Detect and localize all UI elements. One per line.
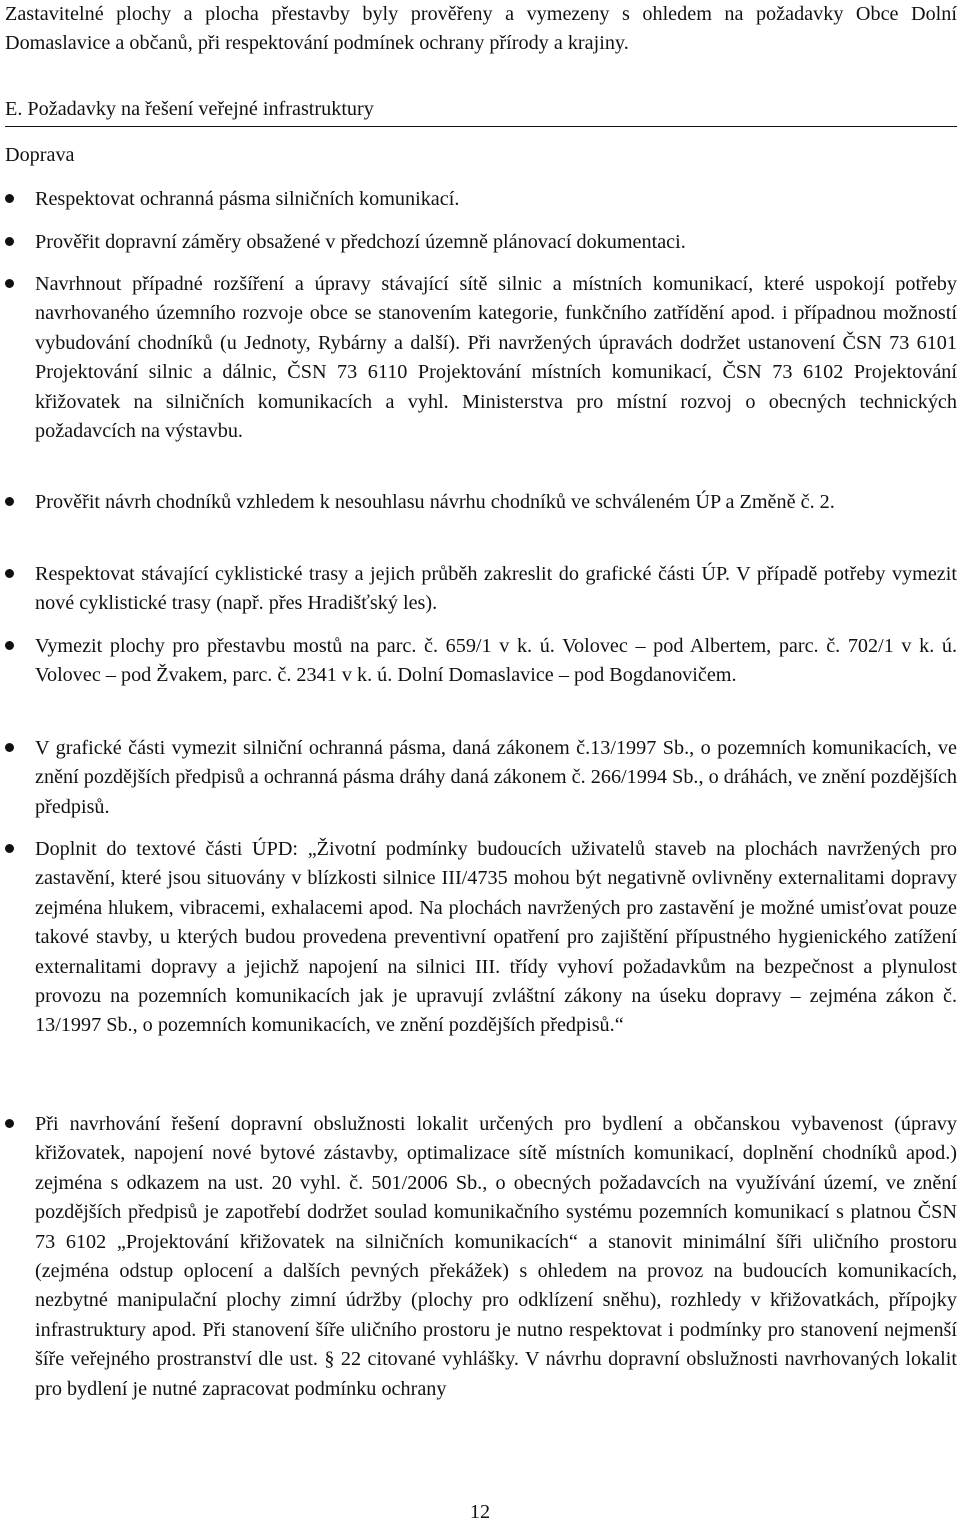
bullet-dot-icon xyxy=(5,641,14,650)
bullet-dot-icon xyxy=(5,1119,14,1128)
bullet-text: Vymezit plochy pro přestavbu mostů na parc. č. 659/1 v k. ú. Volovec – pod Albertem, parc. č. 702/1 v k. ú. Volovec – pod Žvakem, parc. č. 2341 v k. ú. Dolní Domaslavice – pod Bogdanovičem. xyxy=(35,635,957,687)
intro-paragraph: Zastavitelné plochy a plocha přestavby byly prověřeny a vymezeny s ohledem na požadavky Obce Dolní Domaslavice a občanů, při respektování podmínek ochrany přírody a krajiny. xyxy=(5,3,957,55)
bullet-item xyxy=(5,185,957,214)
bullet-text: Respektovat stávající cyklistické trasy a jejich průběh zakreslit do grafické části ÚP. V případě potřeby vymezit nové cyklistické trasy (např. přes Hradišťský les). xyxy=(35,563,957,615)
bullet-dot-icon xyxy=(5,497,14,506)
bullet-item xyxy=(5,228,957,257)
section-heading: E. Požadavky na řešení veřejné infrastruktury xyxy=(5,98,374,120)
bullet-text: Prověřit návrh chodníků vzhledem k nesouhlasu návrhu chodníků ve schváleném ÚP a Změně č. 2. xyxy=(35,491,835,513)
bullet-dot-icon xyxy=(5,194,14,203)
bullet-dot-icon xyxy=(5,569,14,578)
bullet-item xyxy=(5,632,957,691)
bullet-item xyxy=(5,488,957,517)
bullet-item xyxy=(5,560,957,619)
bullet-dot-icon xyxy=(5,279,14,288)
bullet-text: Prověřit dopravní záměry obsažené v předchozí územně plánovací dokumentaci. xyxy=(35,231,686,253)
bullet-text: Respektovat ochranná pásma silničních komunikací. xyxy=(35,188,460,210)
bullet-text: Navrhnout případné rozšíření a úpravy stávající sítě silnic a místních komunikací, které uspokojí potřeby navrhovaného územního rozvoje obce se stanovením kategorie, funkčního zatřídění apod. i případnou možností vybudování chodníků (u Jednoty, Rybárny a další). Při navržených úpravách dodržet ustanovení ČSN 73 6101 Projektování silnic a dálnic, ČSN 73 6110 Projektování místních komunikací, ČSN 73 6102 Projektování křižovatek na silničních komunikacích a vyhl. Ministerstva pro místní rozvoj o obecných technických požadavcích na výstavbu. xyxy=(35,273,957,443)
heading-underline xyxy=(5,126,957,127)
bullet-dot-icon xyxy=(5,844,14,853)
bullet-text: Při navrhování řešení dopravní obslužnosti lokalit určených pro bydlení a občanskou vybavenost (úpravy křižovatek, napojení nové bytové zástavby, optimalizace sítě místních komunikací, doplnění chodníků apod.) zejména s odkazem na ust. 20 vyhl. č. 501/2006 Sb., o obecných požadavcích na využívání území, ve znění pozdějších předpisů je zapotřebí dodržet soulad komunikačního systému pozemních komunikací s platnou ČSN 73 6102 „Projektování křižovatek na silničních komunikacích“ a stanovit minimální šíři uličního prostoru (zejména odstup oplocení a dalších pevných překážek) s ohledem na provoz na budoucích komunikacích, nezbytné manipulační plochy zimní údržby (plochy pro odklízení sněhu), rozhledy v křižovatkách, přípojky infrastruktury apod. Při stanovení šíře uličního prostoru je nutno respektovat i podmínky pro stanovení nejmenší šíře veřejného prostranství dle ust. § 22 citované vyhlášky. V návrhu dopravní obslužnosti navrhovaných lokalit pro bydlení je nutné zapracovat podmínku ochrany xyxy=(35,1113,957,1400)
bullet-item xyxy=(5,835,957,1041)
bullet-item xyxy=(5,734,957,822)
bullet-text: Doplnit do textové části ÚPD: „Životní podmínky budoucích uživatelů staveb na plochách navržených pro zastavění, které jsou situovány v blízkosti silnice III/4735 mohou být negativně ovlivněny externalitami dopravy zejména hlukem, vibracemi, exhalacemi apod. Na plochách navržených pro zastavění je možné umisťovat pouze takové stavby, u kterých budou provedena preventivní opatření pro zajištění přípustného hygienického zatížení externalitami dopravy a jejichž napojení na silnici III. třídy vyhoví požadavkům na bezpečnost a plynulost provozu na pozemních komunikacích jak je upravují zvláštní zákony na úseku dopravy – zejména zákon č. 13/1997 Sb., o pozemních komunikacích, ve znění pozdějších předpisů.“ xyxy=(35,838,957,1037)
bullet-item xyxy=(5,1110,957,1404)
bullet-text: V grafické části vymezit silniční ochranná pásma, daná zákonem č.13/1997 Sb., o pozemních komunikacích, ve znění pozdějších předpisů a ochranná pásma dráhy daná zákonem č. 266/1994 Sb., o dráhách, ve znění pozdějších předpisů. xyxy=(35,737,957,818)
subheading-doprava: Doprava xyxy=(5,144,75,166)
page-number: 12 xyxy=(469,1501,491,1523)
bullet-dot-icon xyxy=(5,237,14,246)
bullet-item xyxy=(5,270,957,446)
bullet-dot-icon xyxy=(5,743,14,752)
